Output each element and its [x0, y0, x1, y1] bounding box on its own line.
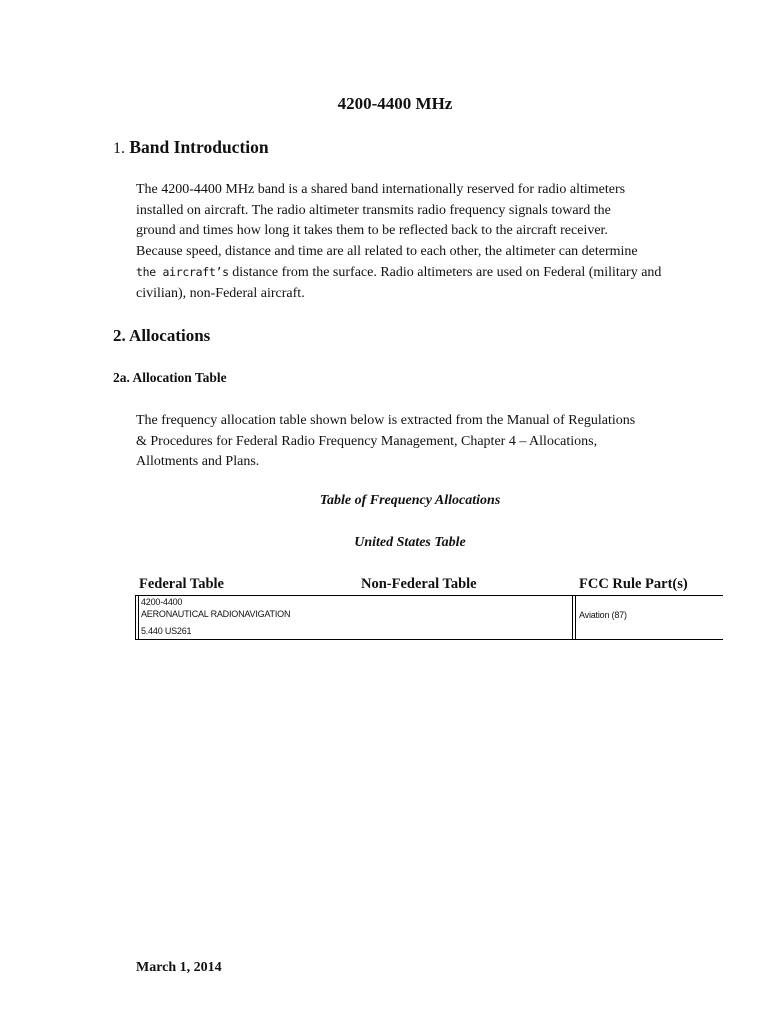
intro-line: installed on aircraft. The radio altimeter transmits radio frequency signals toward the	[136, 202, 611, 218]
intro-line	[136, 262, 696, 284]
table-caption: Table of Frequency Allocations	[319, 493, 501, 508]
table-cell-fcc-rule-part: Aviation (87)	[579, 610, 627, 620]
page-title: 4200-4400 MHz	[337, 94, 453, 113]
section-2-heading: 2. Allocations	[113, 326, 211, 345]
allocation-line: & Procedures for Federal Radio Frequency Management, Chapter 4 – Allocations,	[136, 433, 598, 449]
intro-line: Because speed, distance and time are all related to each other, the altimeter can determine	[136, 243, 638, 259]
section-1-number: 1.	[113, 140, 125, 157]
allocation-line: Allotments and Plans.	[136, 454, 260, 469]
intro-line: The 4200-4400 MHz band is a shared band internationally reserved for radio altimeters	[136, 182, 626, 197]
section-2a-heading: 2a. Allocation Table	[113, 370, 227, 385]
section-1-heading	[113, 137, 269, 158]
band-introduction-paragraph	[136, 180, 696, 304]
column-header-non-federal: Non-Federal Table	[361, 576, 477, 592]
section-1-title: Band Introduction	[129, 137, 269, 157]
allocation-table	[135, 595, 723, 640]
intro-line: civilian), non-Federal aircraft.	[136, 285, 305, 301]
table-left-border	[135, 595, 136, 640]
intro-line-prefix: the aircraft’s	[136, 265, 229, 279]
table-column-divider	[572, 595, 573, 640]
allocation-line: The frequency allocation table shown below is extracted from the Manual of Regulations	[136, 413, 636, 428]
table-bottom-border	[135, 639, 723, 640]
table-cell-service: AERONAUTICAL RADIONAVIGATION	[141, 609, 291, 619]
table-left-border-inner	[138, 595, 139, 640]
table-column-divider-inner	[575, 595, 576, 640]
column-header-fcc-rule-parts: FCC Rule Part(s)	[579, 576, 688, 592]
footer-date: March 1, 2014	[136, 960, 222, 975]
table-cell-band: 4200-4400	[141, 597, 183, 607]
column-header-federal: Federal Table	[139, 576, 224, 592]
intro-line-rest: distance from the surface. Radio altimeters are used on Federal (military and	[228, 265, 662, 280]
intro-line: ground and times how long it takes them to be reflected back to the aircraft receiver.	[136, 223, 608, 238]
table-subcaption: United States Table	[354, 535, 466, 550]
allocation-paragraph	[136, 411, 696, 473]
table-cell-footnotes: 5.440 US261	[141, 626, 192, 636]
table-top-border	[135, 595, 723, 596]
